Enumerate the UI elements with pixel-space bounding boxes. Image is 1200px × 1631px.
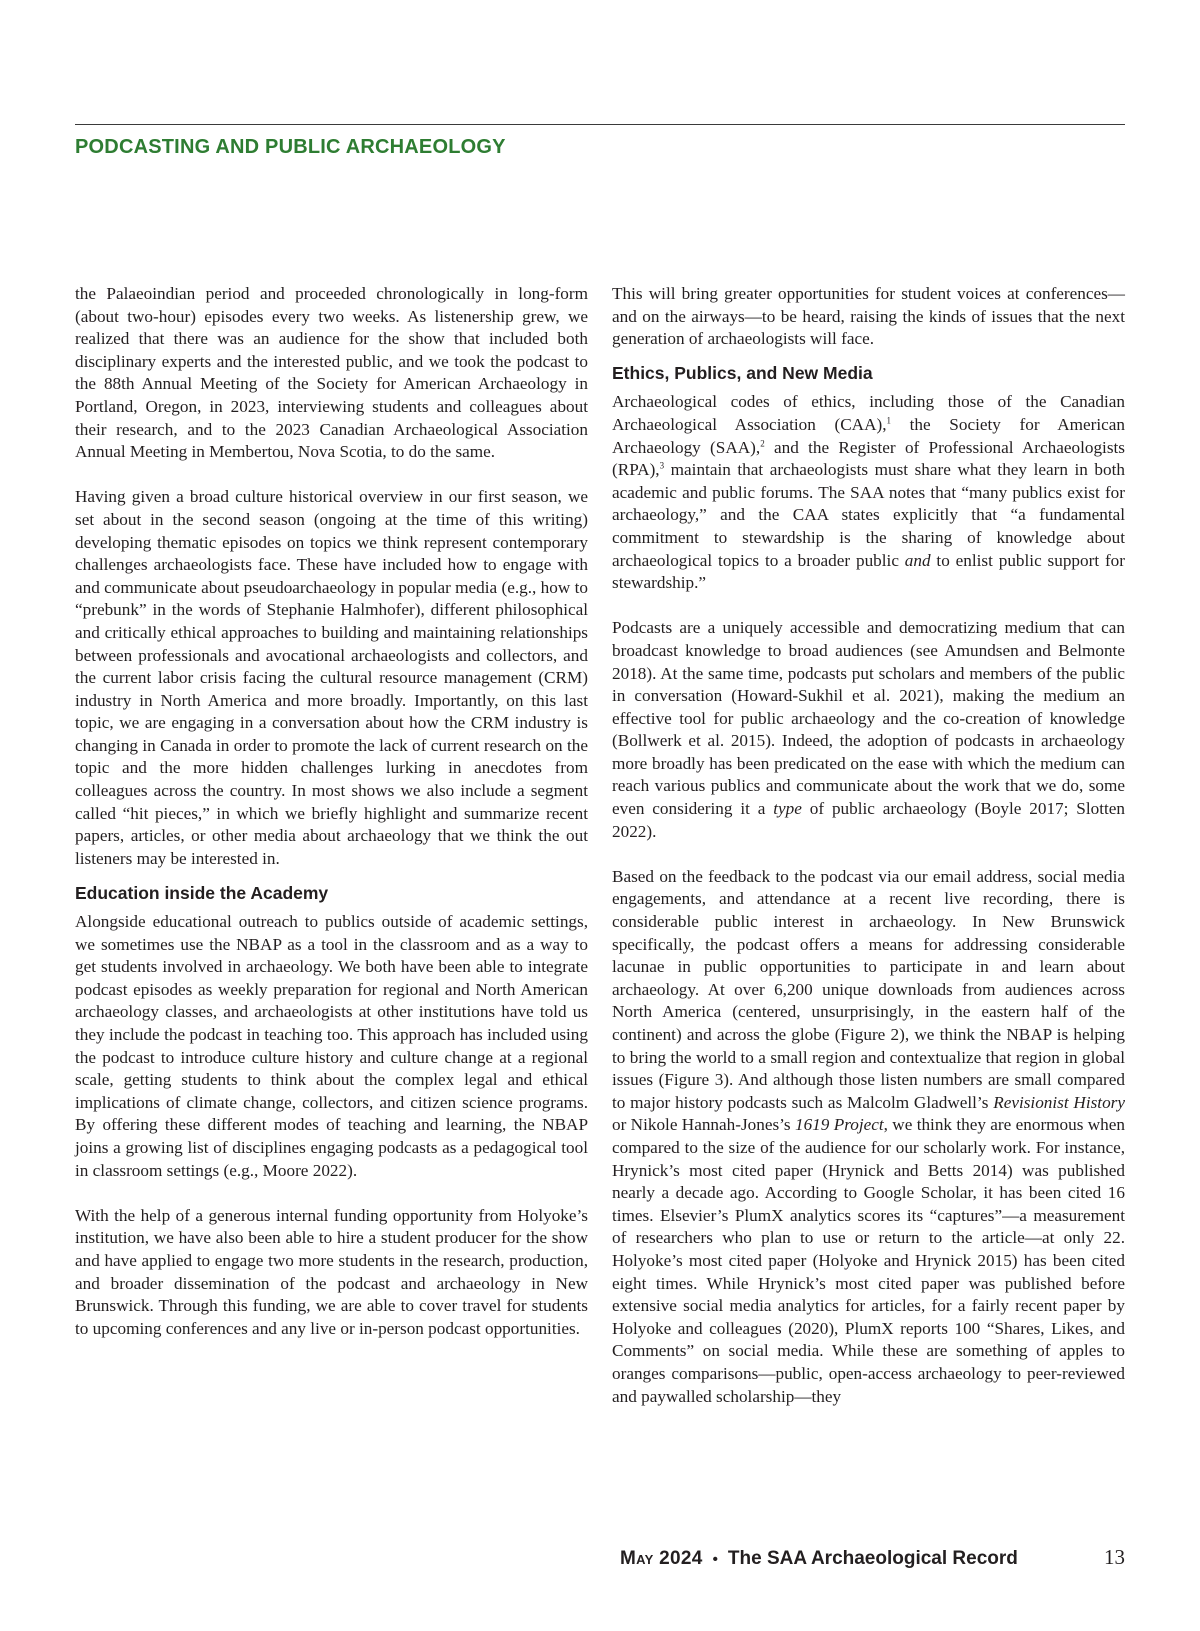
text-run: of public archaeology (Boyle 2017; Slotten 2022). bbox=[612, 799, 1125, 841]
subheading-ethics: Ethics, Publics, and New Media bbox=[612, 363, 873, 384]
publication-title: The SAA Archaeological Record bbox=[727, 1548, 1018, 1569]
paragraph: Having given a broad culture historical overview in our first season, we set about in the second season (ongoing at the time of this writing) developing thematic episodes on topics we think represent contemporary challenges archaeologists face. These have included how to engage with and communicate about pseudoarchaeology in popular media (e.g., how to “prebunk” in the words of Stephanie Halmhofer), different philosophical and critically ethical approaches to building and maintaining relationships between professionals and avocational archaeologists and collectors, and the current labor crisis facing the cultural resource management (CRM) industry in North America and more broadly. Importantly, on this last topic, we are engaging in a conversation about how the CRM industry is changing in Canada in order to promote the lack of current research on the topic and the more hidden challenges lurking in anecdotes from colleagues across the country. In most shows we also include a segment called “hit pieces,” in which we briefly highlight and summarize recent papers, articles, or other media about archaeology that we think the out listeners may be interested in. bbox=[75, 487, 588, 868]
paragraph: Alongside educational outreach to publics outside of academic settings, we sometimes use the NBAP as a tool in the classroom and as a way to get students involved in archaeology. We both have been able to integrate podcast episodes as weekly preparation for regional and North American archaeology classes, and archaeologists at other institutions have told us they include the podcast in teaching too. This approach has included using the podcast to introduce culture history and culture change at a regional scale, getting students to think about the complex legal and ethical implications of climate change, collectors, and citizen science programs. By offering these different modes of teaching and learning, the NBAP joins a growing list of disciplines engaging podcasts as a pedagogical tool in classroom settings (e.g., Moore 2022). bbox=[75, 912, 588, 1180]
emphasis: type bbox=[773, 799, 802, 819]
text-run: and the Register of Professional Archaeologists (RPA), bbox=[612, 437, 1125, 480]
paragraph: With the help of a generous internal funding opportunity from Holyoke’s institution, we have also been able to hire a student producer for the show and have applied to engage two more students in the research, production, and broader dissemination of the podcast and archaeology in New Brunswick. Through this funding, we are able to cover travel for students to upcoming conferences and any live or in-person podcast opportunities. bbox=[75, 1205, 588, 1338]
text-run: maintain that archaeologists must share what they learn in both academic and public forums. The SAA notes that “many publics exist for archaeology,” and the CAA states explicitly that “a fundamental commitment to stewardship is the sharing of knowledge about archaeological topics to a broader public bbox=[612, 460, 1125, 570]
footnote-ref: 2 bbox=[760, 437, 765, 448]
right-column bbox=[612, 283, 1125, 1408]
section-title: PODCASTING AND PUBLIC ARCHAEOLOGY bbox=[75, 136, 506, 158]
text-run: Archaeological codes of ethics, including those of the Canadian Archaeological Association (CAA), bbox=[612, 392, 1125, 434]
page-number: 13 bbox=[1104, 1545, 1125, 1569]
emphasis: and bbox=[904, 550, 931, 570]
text-run: Podcasts are a uniquely accessible and democratizing medium that can broadcast knowledge to broad audiences (see Amundsen and Belmonte 2018). At the same time, podcasts put scholars and members of the public in conversation (Howard-Sukhil et al. 2021), making the medium an effective tool for public archaeology and the co-creation of knowledge (Bollwerk et al. 2015). Indeed, the adoption of podcasts in archaeology more broadly has been predicated on the ease with which the medium can reach various publics and communicate about the work that we do, some even considering it a bbox=[612, 618, 1125, 819]
text-run: or Nikole Hannah-Jones’s bbox=[612, 1115, 795, 1135]
emphasis: Revisionist History bbox=[993, 1092, 1125, 1112]
text-run: to enlist public support for stewardship.” bbox=[612, 550, 1125, 593]
header-rule bbox=[75, 124, 1125, 125]
left-column bbox=[75, 283, 588, 1340]
paragraph: the Palaeoindian period and proceeded chronologically in long-form (about two-hour) episodes every two weeks. As listenership grew, we realized that there was an audience for the show that included both disciplinary experts and the interested public, and we took the podcast to the 88th Annual Meeting of the Society for American Archaeology in Portland, Oregon, in 2023, interviewing students and colleagues about their research, and to the 2023 Canadian Archaeological Association Annual Meeting in Membertou, Nova Scotia, to do the same. bbox=[75, 284, 588, 462]
issue-date: May 2024 bbox=[620, 1548, 703, 1569]
text-run: the Society for American Archaeology (SAA), bbox=[612, 414, 1126, 457]
subheading-education: Education inside the Academy bbox=[75, 883, 329, 904]
footnote-ref: 3 bbox=[659, 460, 665, 471]
separator-bullet: • bbox=[712, 1551, 718, 1568]
paragraph: This will bring greater opportunities for student voices at conferences—and on the airways—to be heard, raising the kinds of issues that the next generation of archaeologists will face. bbox=[612, 284, 1125, 349]
text-run: Based on the feedback to the podcast via our email address, social media engagements, and attendance at a recent live recording, there is considerable public interest in archaeology. In New Brunswick specifically, the podcast offers a means for addressing considerable lacunae in public opportunities to participate in and learn about archaeology. At over 6,200 unique downloads from audiences across North America (centered, unsurprisingly, in the eastern half of the continent) and across the globe (Figure 2), we think the NBAP is helping to bring the world to a small region and contextualize that region in global issues (Figure 3). And although those listen numbers are small compared to major history podcasts such as Malcolm Gladwell’s bbox=[612, 866, 1125, 1112]
text-run: , we think they are enormous when compared to the size of the audience for our scholarly work. For instance, Hrynick’s most cited paper (Hrynick and Betts 2014) was published nearly a decade ago. According to Google Scholar, it has been cited 16 times. Elsevier’s PlumX analytics scores its “captures”—a measurement of researchers who plan to use or return to the article—at only 22. Holyoke’s most cited paper (Holyoke and Hrynick 2015) has been cited eight times. While Hrynick’s most cited paper was published before extensive social media analytics for articles, for a fairly recent paper by Holyoke and colleagues (2020), PlumX reports 100 “Shares, Likes, and Comments” on social media. While these are something of apples to oranges comparisons—public, open-access archaeology to peer-reviewed and paywalled scholarship—they bbox=[612, 1115, 1125, 1406]
paragraph bbox=[612, 617, 1125, 843]
emphasis: 1619 Project bbox=[794, 1115, 884, 1135]
paragraph bbox=[612, 391, 1125, 594]
paragraph bbox=[612, 866, 1125, 1408]
footnote-ref: 1 bbox=[886, 415, 892, 426]
page-footer bbox=[620, 1545, 1125, 1570]
